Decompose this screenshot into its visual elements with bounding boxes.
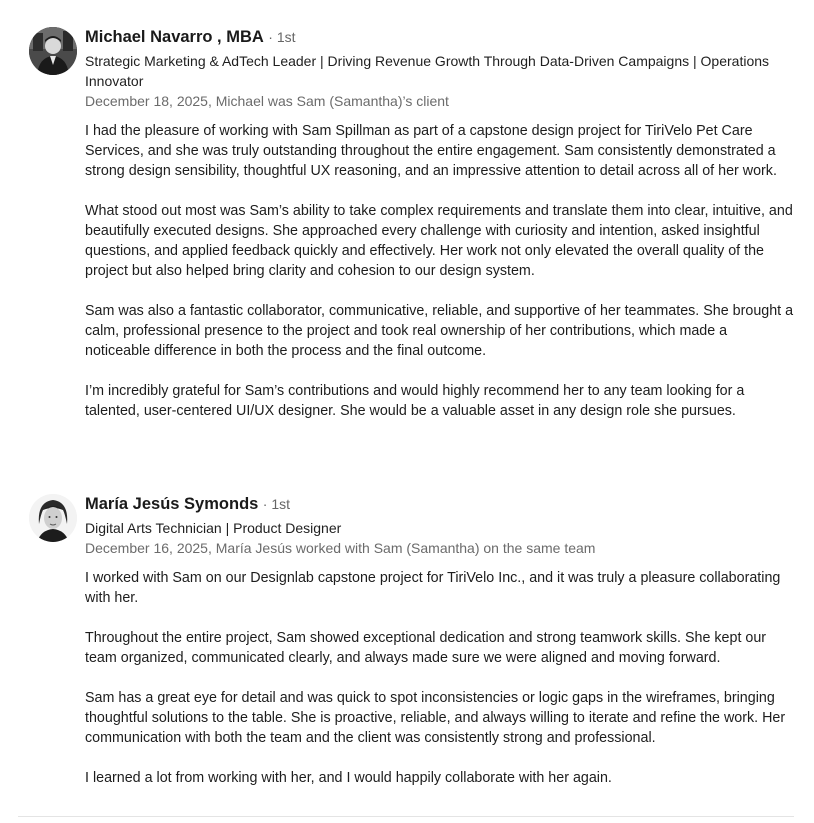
recommendation-paragraph: Sam was also a fantastic collaborator, communicative, reliable, and supportive of her teammates. She brought a calm, professional presence to the project and took real ownership of her contributions, which made a noticeable difference in both the process and the final outcome. (85, 303, 794, 359)
recommendation-paragraph: Throughout the entire project, Sam showed exceptional dedication and strong teamwork skills. She kept our team organized, communicated clearly, and always made sure we were aligned and moving forward. (85, 630, 767, 666)
recommendation-text (85, 568, 795, 788)
recommender-name[interactable]: María Jesús Symonds (85, 495, 259, 513)
recommendation-paragraph: I’m incredibly grateful for Sam’s contributions and would highly recommend her to any team looking for a talented, user-centered UI/UX designer. She would be a valuable asset in any design role she pursues. (85, 383, 745, 419)
connection-degree: · 1st (262, 496, 291, 512)
recommendation-meta: December 18, 2025, Michael was Sam (Samantha)’s client (85, 93, 449, 109)
avatar[interactable] (29, 494, 77, 542)
recommendation-paragraph: I worked with Sam on our Designlab capstone project for TiriVelo Inc., and it was truly a pleasure collaborating with her. (85, 570, 781, 606)
recommendation-paragraph: I learned a lot from working with her, and I would happily collaborate with her again. (85, 770, 612, 786)
recommendation-paragraph: Sam has a great eye for detail and was quick to spot inconsistencies or logic gaps in the wireframes, bringing thoughtful solutions to the table. She is proactive, reliable, and always willing to iterate and refine the work. Her communication with both the team and the client was consistently strong and professional. (85, 690, 786, 746)
recommendation-text (85, 121, 795, 421)
avatar[interactable] (29, 27, 77, 75)
divider (18, 816, 794, 817)
recommender-name[interactable]: Michael Navarro , MBA (85, 28, 264, 46)
recommender-headline: Strategic Marketing & AdTech Leader | Driving Revenue Growth Through Data-Driven Campaigns | Operations Innovator (85, 53, 770, 89)
recommender-headline: Digital Arts Technician | Product Designer (85, 520, 342, 536)
recommendation-meta: December 16, 2025, María Jesús worked with Sam (Samantha) on the same team (85, 540, 596, 556)
connection-degree: · 1st (268, 29, 296, 45)
recommendation-paragraph: What stood out most was Sam’s ability to take complex requirements and translate them into clear, intuitive, and beautifully executed designs. She approached every challenge with curiosity and intention, asked insightful questions, and applied feedback quickly and effectively. Her work not only elevated the overall quality of the project but also helped bring clarity and cohesion to our design system. (85, 203, 793, 279)
recommendation-paragraph: I had the pleasure of working with Sam Spillman as part of a capstone design project for TiriVelo Pet Care Services, and she was truly outstanding throughout the entire engagement. Sam consistently demonstrated a strong design sensibility, thoughtful UX reasoning, and an impressive attention to detail across all of her work. (85, 123, 777, 179)
